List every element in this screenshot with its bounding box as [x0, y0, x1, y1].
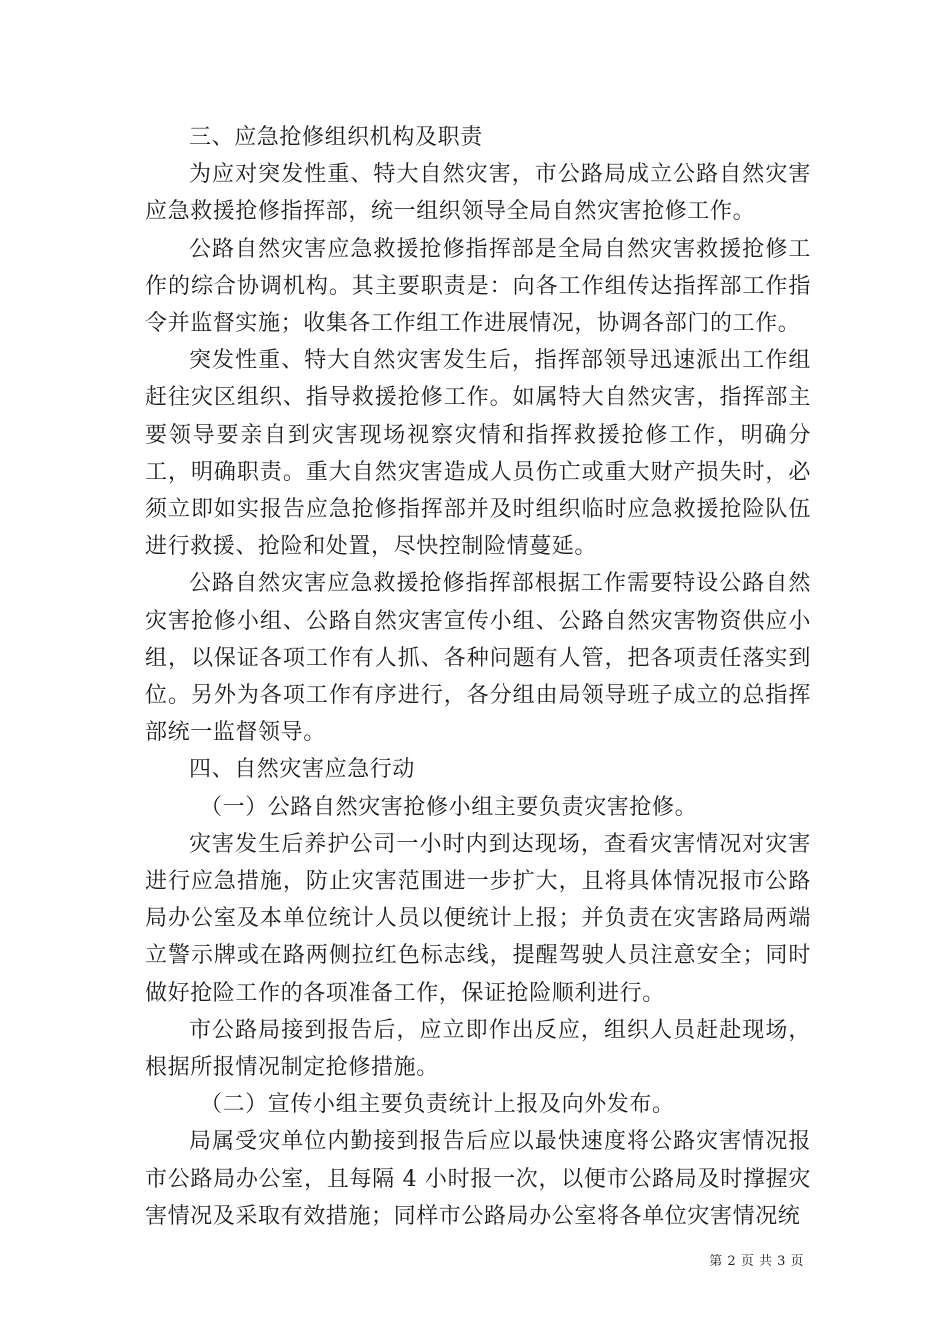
- paragraph-7: 局属受灾单位内勤接到报告后应以最快速度将公路灾害情况报市公路局办公室，且每隔 4 小时报一次，以便市公路局及时撑握灾害情况及采取有效措施；同样市公路局办公室将各单位灾害情况统: [145, 1129, 811, 1229]
- paragraph-5: 灾害发生后养护公司一小时内到达现场，查看灾害情况对灾害进行应急措施，防止灾害范围进一步扩大，且将具体情况报市公路局办公室及本单位统计人员以便统计上报；并负责在灾害路局两端立警示牌或在路两侧拉红色标志线，提醒驾驶人员注意安全；同时做好抢险工作的各项准备工作，保证抢险顺利进行。: [145, 831, 811, 1006]
- sub-heading-2: （二）宣传小组主要负责统计上报及向外发布。: [200, 1092, 675, 1118]
- section-heading-4: 四、自然灾害应急行动: [189, 757, 416, 783]
- paragraph-4: 公路自然灾害应急救援抢修指挥部根据工作需要特设公路自然灾害抢修小组、公路自然灾害宣传小组、公路自然灾害物资供应小组，以保证各项工作有人抓、各种问题有人管，把各项责任落实到位。另外为各项工作有序进行，各分组由局领导班子成立的总指挥部统一监督领导。: [145, 571, 811, 746]
- paragraph-1: 为应对突发性重、特大自然灾害，市公路局成立公路自然灾害应急救援抢修指挥部，统一组织领导全局自然灾害抢修工作。: [145, 162, 811, 225]
- paragraph-6: 市公路局接到报告后，应立即作出反应，组织人员赶赴现场，根据所报情况制定抢修措施。: [145, 1017, 811, 1081]
- paragraph-2: 公路自然灾害应急救援抢修指挥部是全局自然灾害救援抢修工作的综合协调机构。其主要职责是：向各工作组传达指挥部工作指令并监督实施；收集各工作组工作进展情况，协调各部门的工作。: [145, 236, 811, 337]
- document-body: [145, 119, 811, 1235]
- paragraph-3: 突发性重、特大自然灾害发生后，指挥部领导迅速派出工作组赶往灾区组织、指导救援抢修工作。如属特大自然灾害，指挥部主要领导要亲自到灾害现场视察灾情和指挥救援抢修工作，明确分工，明确职责。重大自然灾害造成人员伤亡或重大财产损失时，必须立即如实报告应急抢修指挥部并及时组织临时应急救援抢险队伍进行救援、抢险和处置，尽快控制险情蔓延。: [145, 348, 811, 560]
- sub-heading-1: （一）公路自然灾害抢修小组主要负责灾害抢修。: [200, 794, 698, 820]
- section-heading-3: 三、应急抢修组织机构及职责: [189, 125, 483, 150]
- page-number-footer: 第 2 页 共 3 页: [709, 1254, 804, 1269]
